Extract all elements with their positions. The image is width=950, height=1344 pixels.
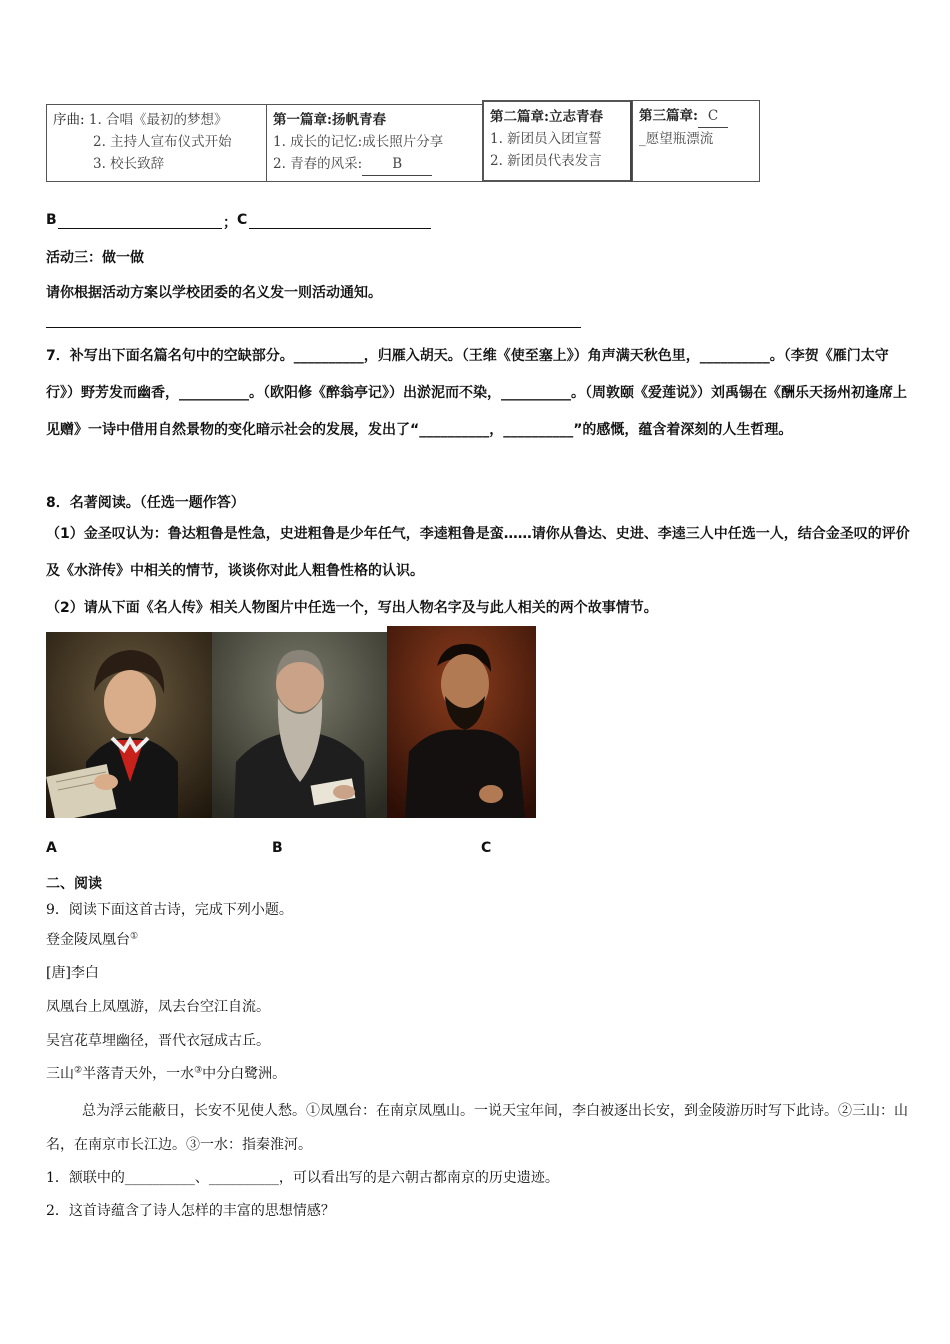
question-8-title: 8．名著阅读。（任选一题作答）	[46, 495, 245, 511]
question-9-sub-2: 2．这首诗蕴含了诗人怎样的丰富的思想情感？	[46, 1203, 335, 1219]
question-9-sub-1: 1．颔联中的__________、__________，可以看出写的是六朝古都南京的历史遗迹。	[46, 1170, 559, 1186]
activity3-instruction: 请你根据活动方案以学校团委的名义发一则活动通知。	[46, 285, 382, 301]
portrait-b-label: B	[272, 840, 283, 856]
portrait-b-image	[212, 632, 387, 818]
portrait-a-image	[46, 632, 212, 818]
portrait-c-label: C	[481, 840, 492, 856]
answer-c-label: C	[237, 212, 248, 228]
chapter3-head: 第三篇章:	[639, 108, 698, 124]
poem-line-3-a: 三山	[46, 1066, 74, 1082]
poem-line-3-c: 中分白鹭洲。	[202, 1066, 287, 1082]
overture-head: 序曲:	[53, 112, 85, 128]
portrait-a-label: A	[46, 840, 57, 856]
poem-line-3-note-b: ③	[194, 1065, 203, 1076]
activity3-title: 活动三：做一做	[46, 250, 144, 266]
section-2-title: 二、阅读	[46, 876, 102, 892]
portrait-c-image	[387, 626, 536, 818]
answer-separator: ；	[223, 215, 237, 231]
chapter3-blank-c: C	[698, 105, 728, 128]
poem-line-3-note-a: ②	[74, 1065, 83, 1076]
poem-title-note: ①	[130, 931, 139, 942]
chapter1-head: 第一篇章:扬帆青春	[273, 112, 386, 128]
answer-c-line[interactable]	[249, 228, 431, 229]
poem-author: [唐]李白	[46, 965, 99, 981]
overture-item-3: 3. 校长致辞	[93, 156, 165, 172]
answer-b-line[interactable]	[58, 228, 222, 229]
chapter2-item-1: 1. 新团员入团宣誓	[490, 131, 602, 147]
chapter3-tail: _愿望瓶漂流	[639, 131, 714, 147]
activity3-answer-line[interactable]	[46, 327, 581, 328]
chapter1-item-2: 2. 青春的风采:	[273, 156, 363, 172]
program-cell-chapter2	[482, 100, 632, 182]
overture-item-2: 2. 主持人宣布仪式开始	[93, 134, 232, 150]
poem-line-1: 凤凰台上凤凰游，凤去台空江自流。	[46, 999, 270, 1015]
program-table	[46, 100, 760, 182]
chapter1-blank-b: B	[362, 153, 432, 176]
program-cell-chapter1	[266, 104, 482, 182]
question-9-intro: 9．阅读下面这首古诗，完成下列小题。	[46, 902, 293, 918]
poem-line-3	[46, 1063, 286, 1083]
poem-title-text: 登金陵凤凰台	[46, 932, 130, 948]
question-8-part1: （1）金圣叹认为：鲁达粗鲁是性急，史进粗鲁是少年任气，李逵粗鲁是蛮……请你从鲁达、史进、李逵三人中任选一人，结合金圣叹的评价及《水浒传》中相关的情节，谈谈你对此人粗鲁性格的认识。	[46, 526, 910, 579]
overture-item-1: 1. 合唱《最初的梦想》	[88, 112, 228, 128]
chapter2-head: 第二篇章:立志青春	[490, 109, 603, 125]
poem-line-2: 吴宫花草埋幽径，晋代衣冠成古丘。	[46, 1033, 270, 1049]
poem-notes: 总为浮云能蔽日，长安不见使人愁。①凤凰台：在南京凤凰山。一说天宝年间，李白被逐出长安，到金陵游历时写下此诗。②三山：山名，在南京市长江边。③一水：指秦淮河。	[46, 1103, 908, 1153]
chapter2-item-2: 2. 新团员代表发言	[490, 153, 602, 169]
question-7: 7．补写出下面名篇名句中的空缺部分。__________，归雁入胡天。（王维《使至塞上》）角声满天秋色里，__________。（李贺《雁门太守行》）野芳发而幽香，__________。（欧阳修《醉翁亭记》）出淤泥而不染，__________。（周敦颐《爱莲说》）刘禹锡在《酬乐天扬州初逢席上见赠》一诗中借用自然景物的变化暗示社会的发展，发出了“__________，__________”的感慨，蕴含着深刻的人生哲理。	[46, 348, 907, 438]
answer-b-label: B	[46, 212, 57, 228]
chapter1-item-1: 1. 成长的记忆:成长照片分享	[273, 134, 444, 150]
program-cell-chapter3	[632, 100, 760, 182]
program-cell-overture	[46, 104, 266, 182]
poem-title	[46, 929, 138, 949]
question-8-part2: （2）请从下面《名人传》相关人物图片中任选一个，写出人物名字及与此人相关的两个故事情节。	[46, 600, 658, 616]
poem-line-3-b: 半落青天外，一水	[82, 1066, 195, 1082]
